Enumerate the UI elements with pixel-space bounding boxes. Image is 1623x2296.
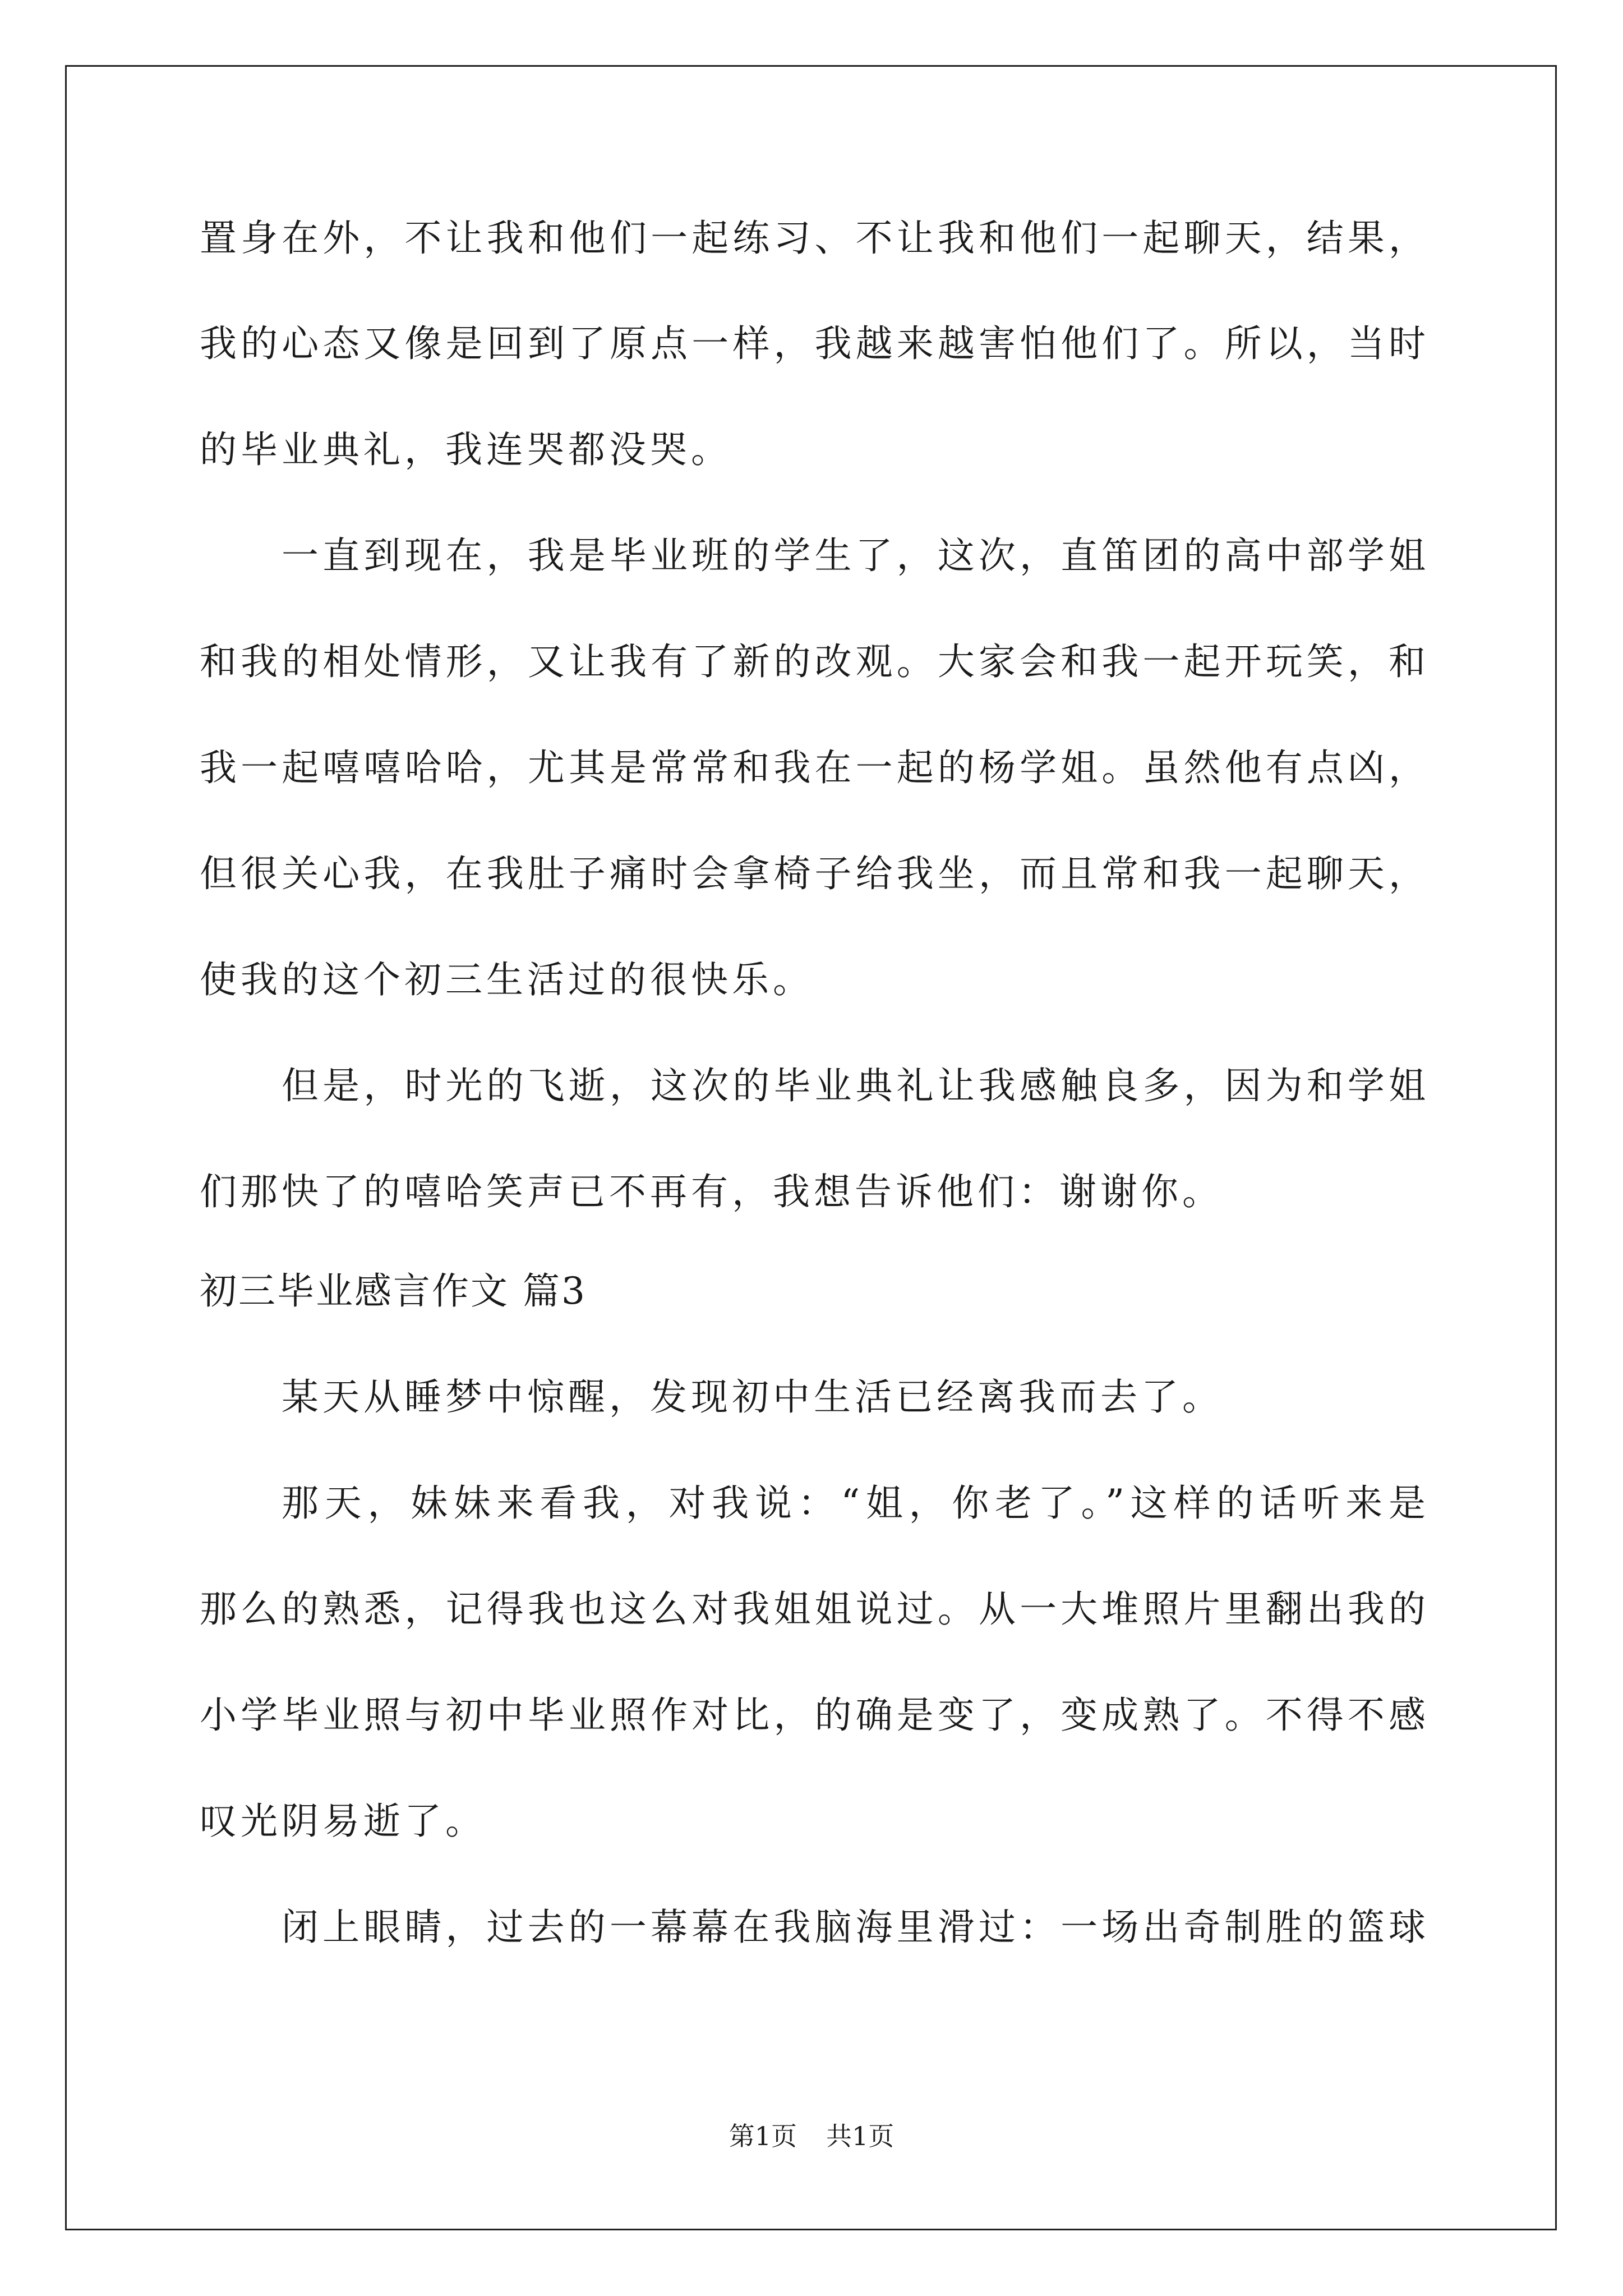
paragraph-start-line: 某天从睡梦中惊醒，发现初中生活已经离我而去了。 bbox=[282, 1375, 1223, 1419]
text-line: 们那快了的嘻哈笑声已不再有，我想告诉他们：谢谢你。 bbox=[200, 1170, 1223, 1213]
paragraph-start-line: 那天，妹妹来看我，对我说：“姐，你老了。”这样的话听来是 bbox=[282, 1481, 1426, 1525]
page-number: 第1页 bbox=[728, 2121, 797, 2151]
text-line: 和我的相处情形，又让我有了新的改观。大家会和我一起开玩笑，和 bbox=[200, 640, 1426, 683]
page-footer bbox=[0, 2119, 1623, 2153]
text-line: 的毕业典礼，我连哭都没哭。 bbox=[200, 428, 732, 471]
text-line: 小学毕业照与初中毕业照作对比，的确是变了，变成熟了。不得不感 bbox=[200, 1694, 1426, 1737]
text-line: 我一起嘻嘻哈哈，尤其是常常和我在一起的杨学姐。虽然他有点凶， bbox=[200, 746, 1426, 789]
text-line: 那么的熟悉，记得我也这么对我姐姐说过。从一大堆照片里翻出我的 bbox=[200, 1588, 1426, 1631]
paragraph-start-line: 一直到现在，我是毕业班的学生了，这次，直笛团的高中部学姐 bbox=[282, 534, 1426, 577]
text-line: 置身在外，不让我和他们一起练习、不让我和他们一起聊天，结果， bbox=[200, 217, 1426, 260]
text-line: 使我的这个初三生活过的很快乐。 bbox=[200, 958, 814, 1001]
paragraph-start-line: 闭上眼睛，过去的一幕幕在我脑海里滑过：一场出奇制胜的篮球 bbox=[282, 1906, 1426, 1949]
page-total: 共1页 bbox=[826, 2121, 895, 2151]
text-line: 但很关心我，在我肚子痛时会拿椅子给我坐，而且常和我一起聊天， bbox=[200, 852, 1426, 895]
text-line: 叹光阴易逝了。 bbox=[200, 1800, 486, 1843]
paragraph-start-line: 但是，时光的飞逝，这次的毕业典礼让我感触良多，因为和学姐 bbox=[282, 1064, 1426, 1107]
text-line: 我的心态又像是回到了原点一样，我越来越害怕他们了。所以，当时 bbox=[200, 322, 1426, 365]
section-heading: 初三毕业感言作文 篇3 bbox=[200, 1269, 587, 1313]
